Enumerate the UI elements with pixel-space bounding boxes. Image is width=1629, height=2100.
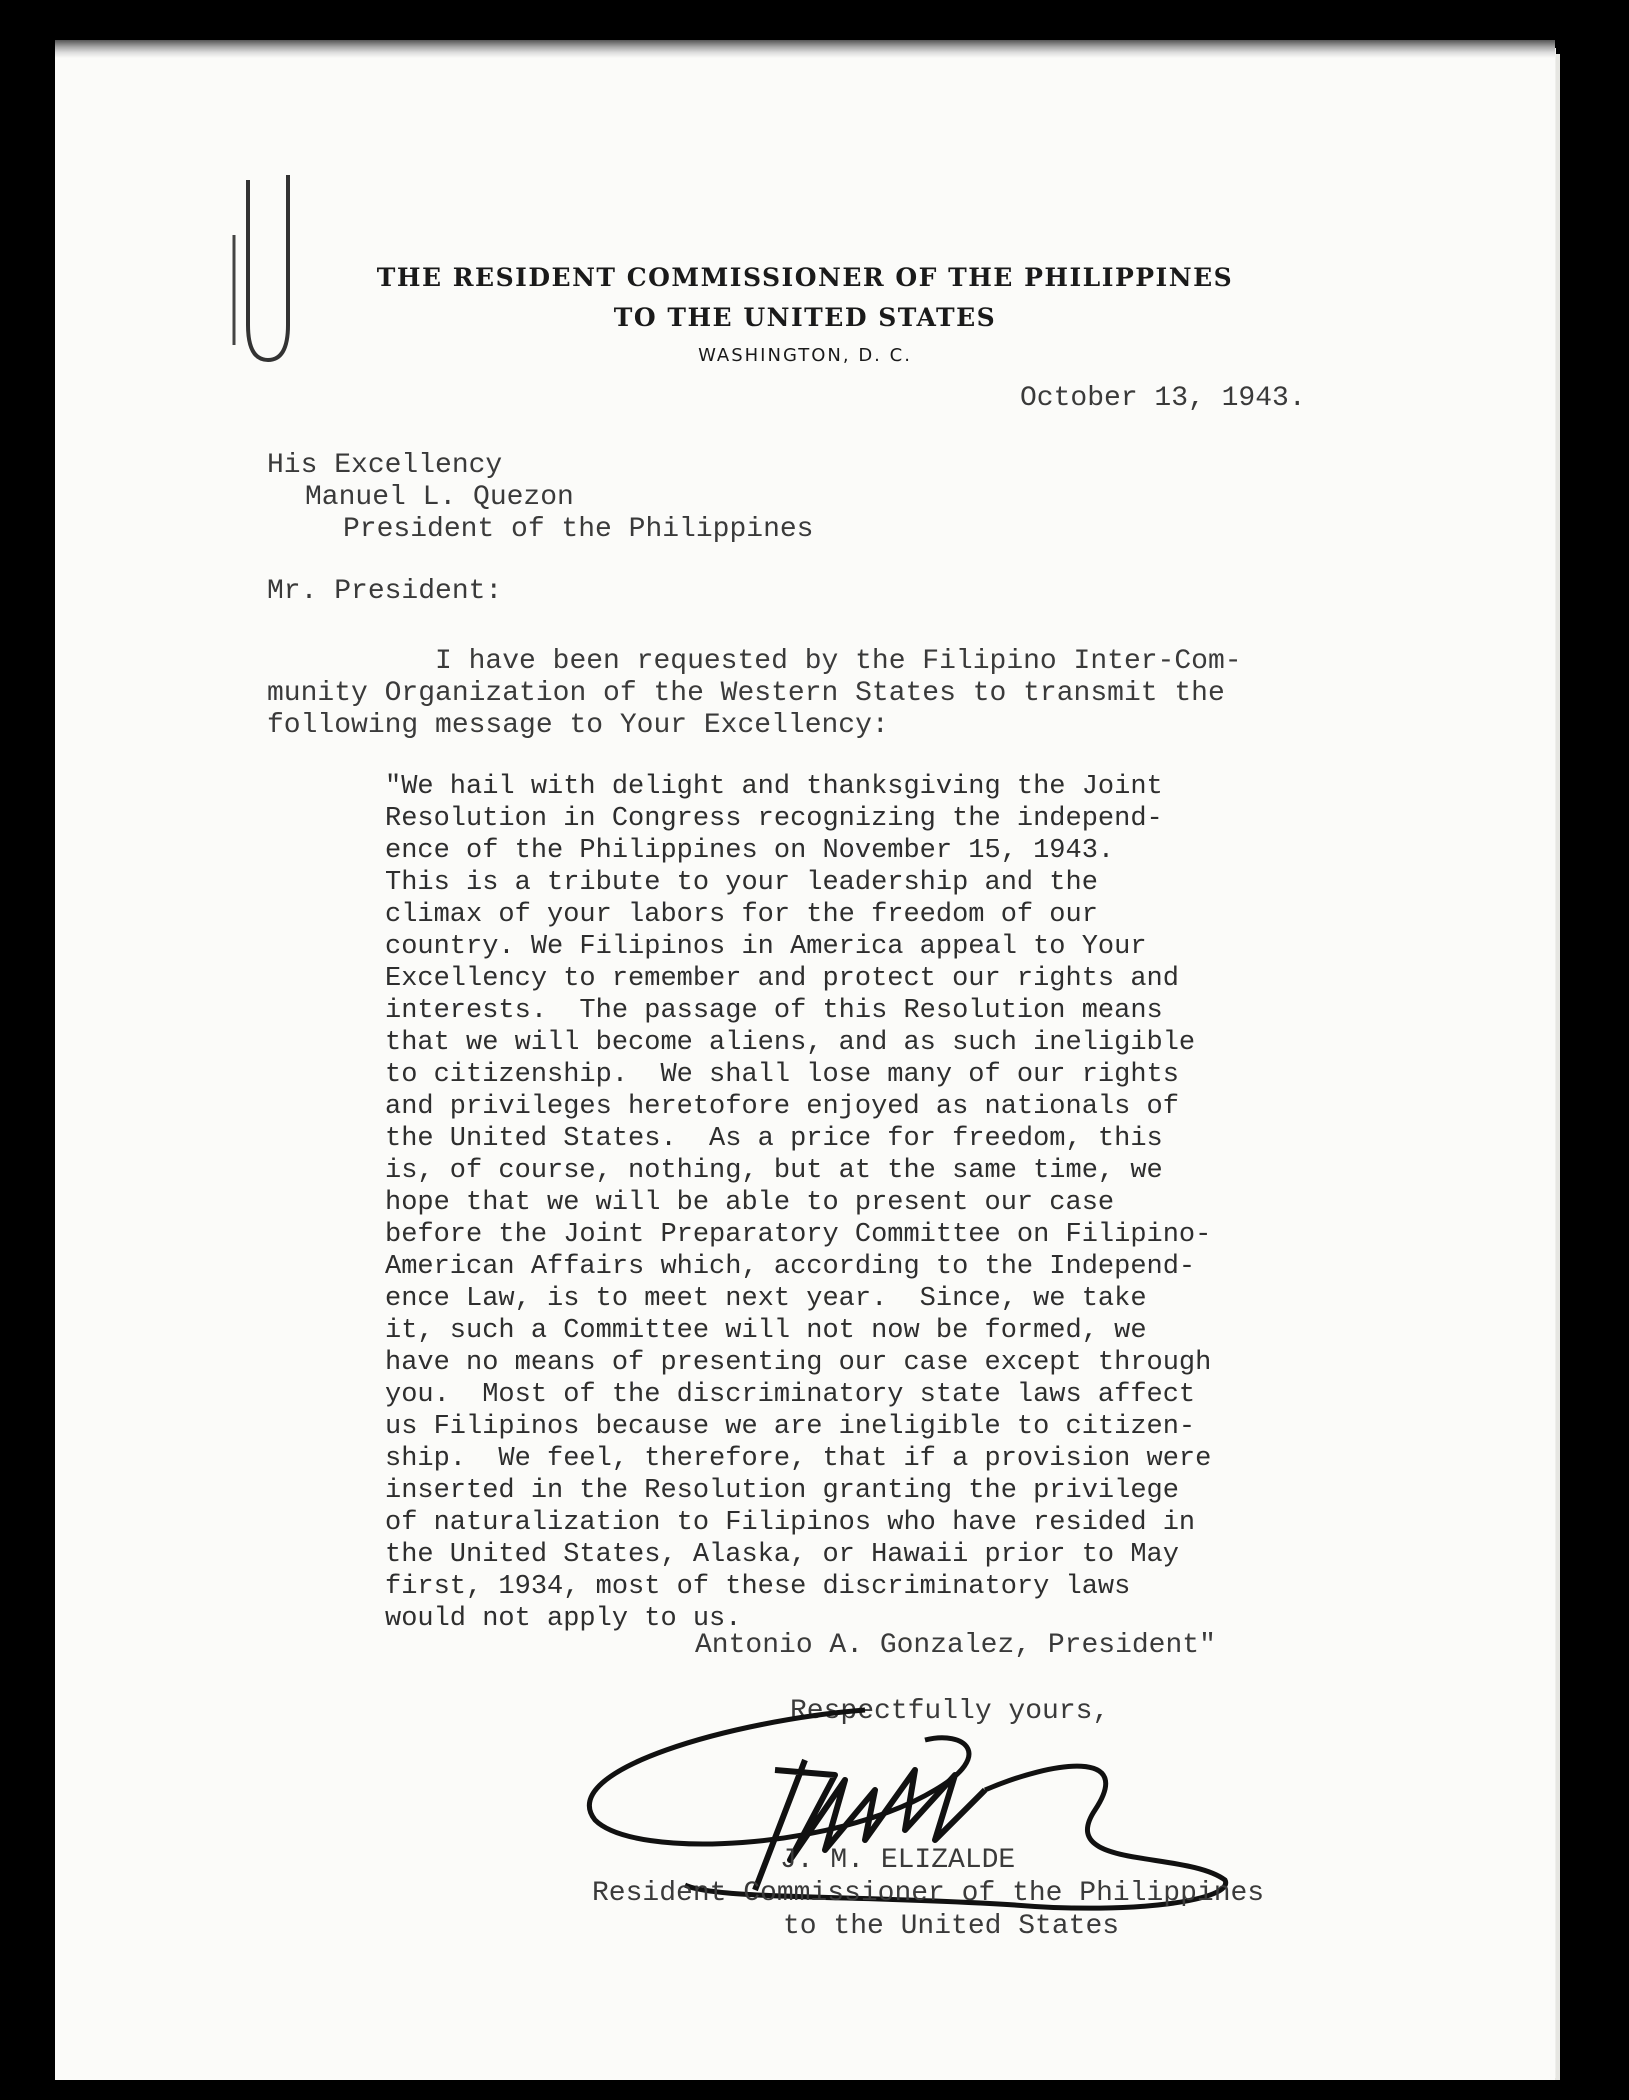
paper-top-edge [55, 40, 1555, 58]
recipient-block [267, 450, 813, 546]
recipient-line-2: Manuel L. Quezon [305, 482, 574, 513]
salutation: Mr. President: [267, 576, 503, 607]
recipient-line-1: His Excellency [267, 450, 503, 481]
letterhead-city: WASHINGTON, D. C. [698, 345, 912, 366]
letter-date: October 13, 1943. [1020, 383, 1306, 414]
letter-page [55, 40, 1555, 2080]
letterhead-line-2: TO THE UNITED STATES [613, 303, 997, 332]
recipient-line-3: President of the Philippines [343, 514, 814, 545]
closing: Respectfully yours, [790, 1696, 1110, 1727]
letterhead-line-1: THE RESIDENT COMMISSIONER OF THE PHILIPPINES [376, 263, 1234, 292]
quote-attribution: Antonio A. Gonzalez, President" [695, 1630, 1216, 1661]
signer-title-line-1: Resident Commissioner of the Philippines [592, 1878, 1265, 1909]
intro-paragraph: I have been requested by the Filipino Inter-Com- munity Organization of the Western States to transmit the following message to Your Excellency: [267, 646, 1242, 741]
signer-title-line-2: to the United States [783, 1911, 1120, 1942]
signer-name: J. M. ELIZALDE [780, 1845, 1016, 1876]
quoted-message: "We hail with delight and thanksgiving the Joint Resolution in Congress recognizing the independ- ence of the Philippines on November 15, 1943. This is a tribute to your leadership and the climax of your labors for the freedom of our country. We Filipinos in America appeal to Your Excellency to remember and protect our rights and interests. The passage of this Resolution means that we will become aliens, and as such ineligible to citizenship. We shall lose many of our rights and privileges heretofore enjoyed as nationals of the United States. As a price for freedom, this is, of course, nothing, but at the same time, we hope that we will be able to present our case before the Joint Preparatory Committee on Filipino- American Affairs which, according to the Independ- ence Law, is to meet next year. Since, we take it, such a Committee will not now be formed, we have no means of presenting our case except through you. Most of the discriminatory state laws affect us Filipinos because we are ineligible to citizen- ship. We feel, therefore, that if a provision were inserted in the Resolution granting the privilege of naturalization to Filipinos who have resided in the United States, Alaska, or Hawaii prior to May first, 1934, most of these discriminatory laws would not apply to us. [385, 772, 1212, 1634]
